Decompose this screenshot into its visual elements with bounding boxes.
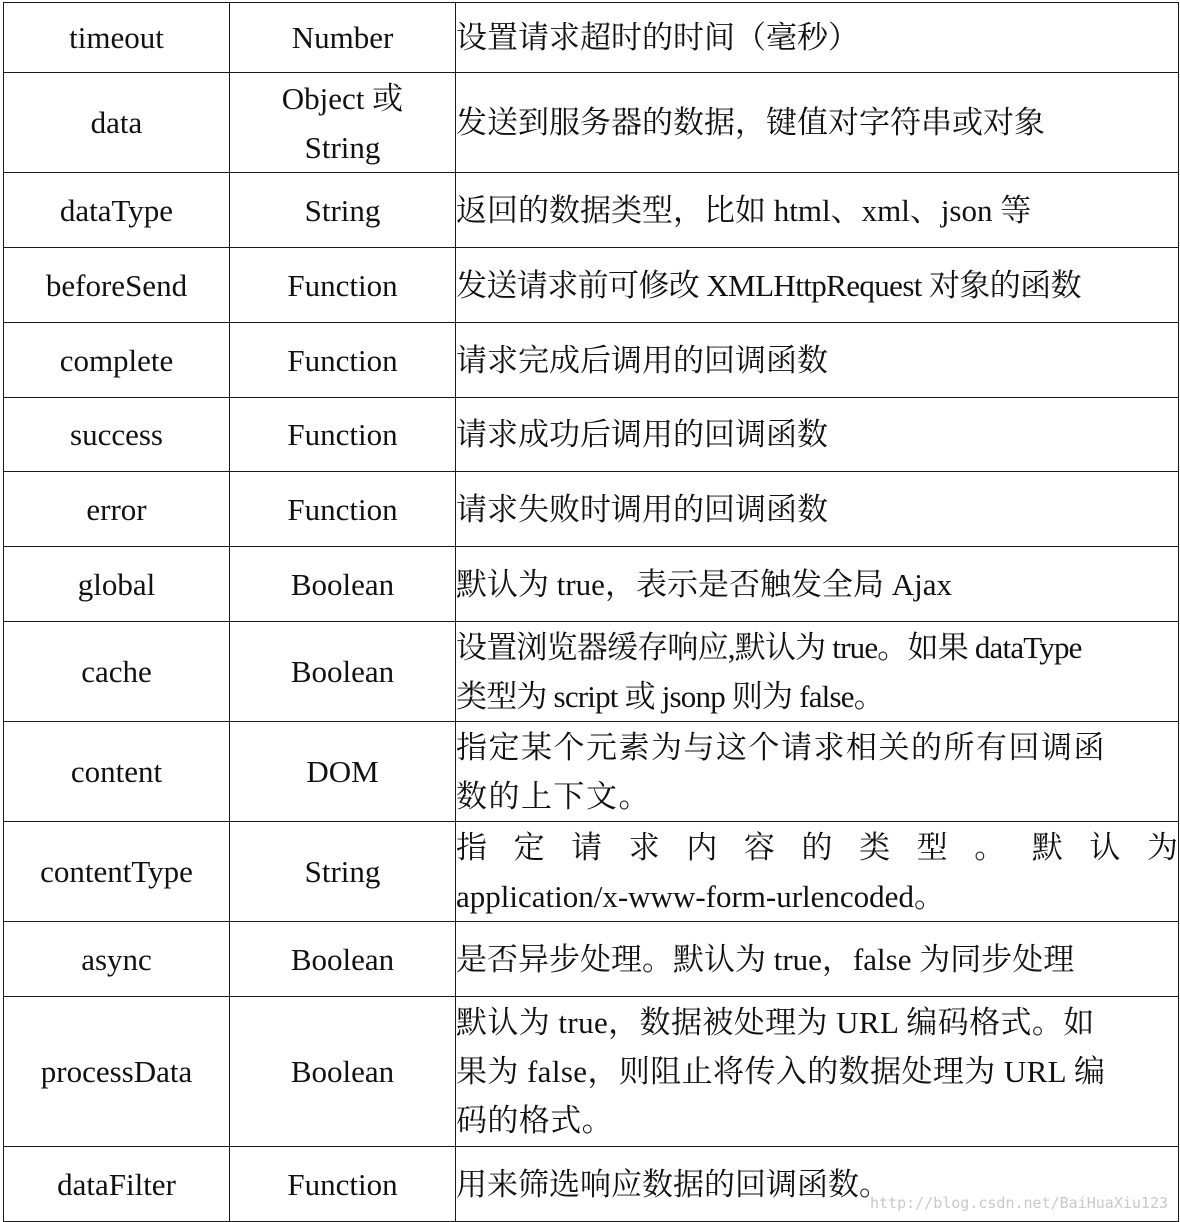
param-type xyxy=(230,73,456,173)
param-description-line: 类型为 script 或 jsonp 则为 false。 xyxy=(456,678,884,714)
param-type: Function xyxy=(230,1147,456,1222)
param-description: 设置请求超时的时间（毫秒） xyxy=(456,3,1179,73)
param-description: 发送到服务器的数据，键值对字符串或对象 xyxy=(456,73,1179,173)
param-description-line: 果为 false，则阻止将传入的数据处理为 URL 编 xyxy=(456,1054,1106,1089)
param-type: Boolean xyxy=(230,622,456,722)
param-name: global xyxy=(4,547,230,622)
param-type-line: Object 或 xyxy=(281,80,404,116)
param-name: processData xyxy=(4,997,230,1147)
param-name: cache xyxy=(4,622,230,722)
param-type: DOM xyxy=(230,722,456,822)
param-name: data xyxy=(4,73,230,173)
param-description xyxy=(456,722,1179,822)
table-row xyxy=(4,822,1179,922)
param-type: Function xyxy=(230,323,456,398)
param-description: 请求失败时调用的回调函数 xyxy=(456,472,1179,547)
param-type: Number xyxy=(230,3,456,73)
param-name: async xyxy=(4,922,230,997)
param-name: error xyxy=(4,472,230,547)
table-row xyxy=(4,472,1179,547)
param-description: 请求成功后调用的回调函数 xyxy=(456,398,1179,472)
table-row xyxy=(4,922,1179,997)
param-name: dataType xyxy=(4,173,230,248)
param-type: Boolean xyxy=(230,997,456,1147)
param-name: beforeSend xyxy=(4,248,230,323)
param-name: contentType xyxy=(4,822,230,922)
table-row xyxy=(4,547,1179,622)
param-description: 返回的数据类型，比如 html、xml、json 等 xyxy=(456,173,1179,248)
table-row xyxy=(4,997,1179,1147)
param-description-line: 码的格式。 xyxy=(456,1103,613,1138)
param-description-line: 数的上下文。 xyxy=(456,778,651,814)
table-row xyxy=(4,3,1179,73)
param-description-line: application/x-www-form-urlencoded。 xyxy=(456,878,945,914)
table-row xyxy=(4,73,1179,173)
param-description xyxy=(456,997,1179,1147)
table-row xyxy=(4,323,1179,398)
param-description xyxy=(456,622,1179,722)
table-row xyxy=(4,398,1179,472)
param-description-line: 指定某个元素为与这个请求相关的所有回调函 xyxy=(456,729,1106,765)
param-description-line: 默认为 true，数据被处理为 URL 编码格式。如 xyxy=(456,1005,1095,1040)
watermark: http://blog.csdn.net/BaiHuaXiu123 xyxy=(869,1194,1168,1212)
param-name: complete xyxy=(4,323,230,398)
param-description-line: 指 定 请 求 内 容 的 类 型 。 默 认 为 xyxy=(456,829,1178,865)
table-row xyxy=(4,722,1179,822)
param-description: 是否异步处理。默认为 true，false 为同步处理 xyxy=(456,922,1179,997)
table-row xyxy=(4,248,1179,323)
param-description xyxy=(456,822,1179,922)
param-name: content xyxy=(4,722,230,822)
param-type: String xyxy=(230,173,456,248)
param-name: timeout xyxy=(4,3,230,73)
param-type: Function xyxy=(230,248,456,323)
param-description: 默认为 true，表示是否触发全局 Ajax xyxy=(456,547,1179,622)
table-row xyxy=(4,622,1179,722)
table-row xyxy=(4,173,1179,248)
param-description: 发送请求前可修改 XMLHttpRequest 对象的函数 xyxy=(456,248,1179,323)
param-description: 请求完成后调用的回调函数 xyxy=(456,323,1179,398)
param-name: dataFilter xyxy=(4,1147,230,1222)
param-description: 用来筛选响应数据的回调函数。 xyxy=(456,1147,1179,1222)
param-type: Function xyxy=(230,472,456,547)
param-type-line: String xyxy=(304,129,381,165)
parameters-table xyxy=(3,2,1179,1222)
param-description-line: 设置浏览器缓存响应,默认为 true。如果 dataType xyxy=(456,629,1082,665)
param-type: Boolean xyxy=(230,547,456,622)
param-name: success xyxy=(4,398,230,472)
param-type: Boolean xyxy=(230,922,456,997)
param-type: Function xyxy=(230,398,456,472)
param-type: String xyxy=(230,822,456,922)
